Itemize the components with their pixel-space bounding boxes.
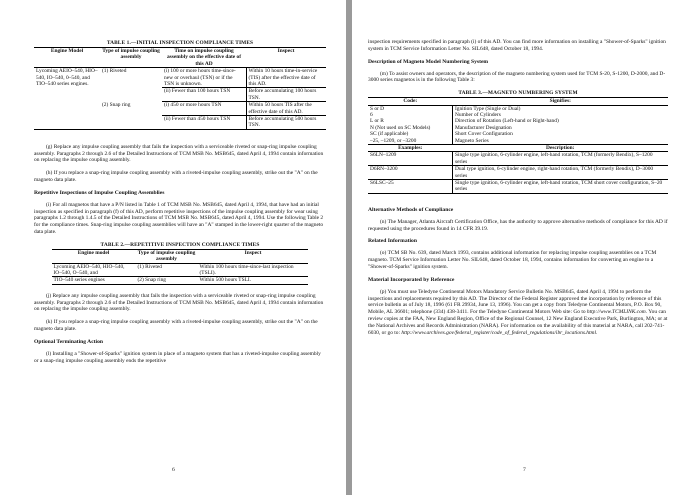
- table3-caption: TABLE 3.—MAGNETO NUMBERING SYSTEM: [458, 90, 578, 97]
- paragraph-n: (n) The Manager, Atlanta Aircraft Certification Office, has the authority to approve alternative methods of compliance for this AD if requested using the procedures found in 14 CFR 39.19.: [368, 218, 668, 232]
- table2-type: (2) Snap ring: [137, 277, 166, 284]
- table3-code: L or R: [368, 118, 453, 124]
- table-row: [368, 180, 668, 194]
- heading-alternative-methods: Alternative Methods of Compliance: [368, 206, 454, 213]
- table3-meaning: Ignition Type (Single or Dual): [455, 105, 521, 112]
- table3-example-code: D6RN–3200: [368, 166, 453, 180]
- paragraph-i: (i) For all magnetos that have a P/N listed in Table 1 of TCM MSB No. MSB645, dated April 4, 1994, that have had an initial inspection as specified in paragraph (f) of this AD, perform repetitive inspections of the impulse coupling assembly for wear using paragraphs 1.2 through 1.4.5 of the Detailed Instructions of TCM MSB No. MSB645, dated April 4, 1994. Use the following Table 2 for the compliance times. Snap-ring impulse coupling assemblies will have an "A" stamped in the lower-right quarter of the magneto data plate.: [34, 201, 324, 236]
- table3-header-code: Code:: [368, 98, 453, 105]
- tcm-website-link[interactable]: http://www.TCMLINK.com: [586, 309, 646, 316]
- table1-inspect: Before accumulating 500 hours TSN.: [248, 116, 317, 129]
- paragraph-l: (l) Installing a "Shower-of-Sparks" ignition system in place of a magneto system that has a riveted-impulse coupling assembly or a snap-ring impulse coupling assembly ends the repetitive: [34, 350, 321, 364]
- table1-header-inspect: Inspect: [246, 48, 326, 68]
- table-row: [52, 277, 309, 284]
- table-row: [368, 166, 668, 180]
- page-number-right: 7: [523, 467, 526, 473]
- table3-meaning: Manufacturer Designation: [455, 124, 512, 131]
- table1-header-type: Type of impulse coupling assembly: [100, 48, 162, 68]
- table3-example-desc: Single type ignition, 6-cylinder engine, left-hand rotation, TCM short cover configuration, S–20 series: [455, 180, 663, 193]
- table3-example-code: S6LN–1209: [368, 152, 453, 166]
- table3-code: S or D: [368, 105, 453, 112]
- nara-website-link[interactable]: http://www.archives.gov/federal_register/code_of_federal_regulations/ibr_locations.html: [401, 329, 596, 336]
- table1: [34, 47, 326, 130]
- heading-optional-terminating-action: Optional Terminating Action: [34, 338, 104, 345]
- paragraph-p-main: (p) You must use Teledyne Continental Motors Mandatory Service Bulletin No. MSB645, dated April 4, 1994 to perform the inspections and replacements required by this AD. The Director of the Federal Register approved the incorporation by reference of this service bulletin as of July 18, 1996 (61 FR 29934, June 13, 1996). You can get a copy from Teledyne Continental Motors, P.O. Box 90, Mobile, AL 36601; telephone (334) 438-3411. For the Teledyne Continental Motors Web site: Go to: [368, 288, 662, 316]
- paragraph-continued: inspection requirements specified in paragraph (i) of this AD. You can find more information on installing a "Shower-of-Sparks" ignition system in TCM Service Information Letter No. SIL648, dated October 18, 1994.: [368, 39, 666, 52]
- table1-time: (ii) Fewer than 100 hours TSN: [162, 88, 246, 102]
- table1-time: (i) 450 or more hours TSN: [162, 102, 246, 116]
- table2-type: (1) Riveted: [136, 263, 198, 277]
- table2-inspect: Within 100 hours time-since-last inspection (TSLI).: [198, 263, 309, 277]
- table2-model: Lycoming AEIO–540, HIO–540, IO–540, O–540, and: [52, 263, 136, 277]
- paragraph-g: (g) Replace any impulse coupling assembly that fails the inspection with a serviceable riveted or snap-ring impulse coupling assembly. Paragraphs 2 through 2.6 of the Detailed Instructions of TCM MSB No. MSB645, dated April 4, 1994 contain information on replacing the impulse coupling assembly.: [34, 143, 324, 164]
- paragraph-h: (h) If you replace a snap-ring impulse coupling assembly with a riveted-impulse coupling assembly, strike out the "A" on the magneto data plate.: [34, 170, 318, 184]
- table-row: [368, 105, 668, 112]
- table3-subheader-description: Description:: [453, 145, 669, 152]
- table3-example-code: S6LSC–25: [368, 180, 453, 194]
- paragraph-o: (o) TCM SB No. 639, dated March 1993, contains additional information for replacing impulse coupling assemblies on a TCM magneto. TCM Service Information Letter No. SIL648, dated October 18, 1994, contains information for converting an engine to a "Shower-of-Sparks" ignition system.: [368, 250, 657, 271]
- table2-inspect: Within 500 hours TSLI.: [199, 277, 252, 284]
- page-number-left: 6: [172, 467, 175, 473]
- table3-code: –25, –1209, or –3200: [368, 138, 453, 145]
- table3-example-desc: Dual type ignition, 6-cylinder engine, right-hand rotation, TCM (formerly Bendix), D–3000 series: [453, 166, 669, 180]
- table-row: [368, 138, 668, 145]
- table1-inspect: Within 10 hours time-in-service (TIS) after the effective date of this AD.: [246, 68, 326, 88]
- table2: [52, 249, 309, 285]
- paragraph-p-mid: . You can review copies at the FAA, New England Region, Office of the Regional Counsel, 12 New England Executive Park, Burlington, MA; or at the National Archives and Records Administration (NARA). For information on the availability of this material at NARA, call 202-741-6030, or go to:: [368, 309, 668, 336]
- table3-subheader-examples: Examples:: [368, 145, 453, 152]
- table3-code: 6: [368, 112, 453, 118]
- table3: [368, 97, 668, 194]
- table3-code: N (Not used on SC Models): [368, 125, 453, 131]
- right-page: [352, 0, 700, 495]
- table3-code: SC (if applicable): [368, 131, 453, 137]
- table3-meaning: Magneto Series: [455, 137, 489, 144]
- table3-meaning: Short Cover Configuration: [455, 131, 513, 138]
- paragraph-p-end: .: [595, 329, 598, 336]
- table2-header-type: Type of impulse coupling assembly: [136, 249, 198, 263]
- heading-repetitive-inspections: Repetitive Inspections of Impulse Coupling Assemblies: [34, 189, 165, 196]
- table3-meaning: Direction of Rotation (Left-hand or Right-hand): [455, 118, 559, 125]
- table2-header-inspect: Inspect: [198, 249, 309, 263]
- paragraph-m: (m) To assist owners and operators, the description of the magneto numbering system used for TCM S-20, S-1200, D-2000, and D-3000 series magnetos is in the following Table 3:: [368, 70, 666, 84]
- table1-caption: TABLE 1.—INITIAL INSPECTION COMPLIANCE TIMES: [106, 40, 254, 46]
- table1-inspect: Within 50 hours TIS after the effective date of this AD.: [246, 102, 326, 116]
- table1-time: (i) 100 or more hours time-since-new or overhaul (TSN) or if the TSN is unknown.: [162, 68, 246, 88]
- table-row: [368, 152, 668, 166]
- table1-header-time: Time on impulse coupling assembly on the effective date of this AD: [162, 48, 246, 68]
- table1-type-snapring: (2) Snap ring: [102, 101, 131, 108]
- paragraph-j: (j) Replace any impulse coupling assembly that fails the inspection with a serviceable riveted or snap-ring impulse coupling assembly. Paragraphs 2 through 2.6 of the Detailed Instructions of TCM MSB No. MSB645, dated April 4, 1994 contain information on replacing the impulse coupling assembly.: [34, 292, 324, 313]
- table2-header-model: Engine model: [52, 249, 136, 263]
- table3-example-desc: Single type ignition, 6-cylinder engine, left-hand rotation, TCM (formerly Bendix), S–1200 series: [453, 152, 669, 166]
- heading-related-information: Related Information: [368, 238, 417, 245]
- table2-model: TIO–540 series engines: [53, 277, 105, 284]
- left-page: [0, 0, 346, 495]
- table-row: [34, 68, 326, 88]
- paragraph-k: (k) If you replace a snap-ring impulse coupling assembly with a riveted-impulse coupling assembly, strike out the "A" on the magneto data plate.: [34, 319, 318, 333]
- table3-header-signifies: Signifies:: [453, 98, 669, 105]
- table-row: [52, 263, 309, 277]
- table1-type-riveted: (1) Riveted: [102, 68, 127, 75]
- heading-magneto-numbering: Description of Magneto Model Numbering System: [368, 58, 489, 65]
- heading-material-incorporated: Material Incorporated by Reference: [368, 276, 455, 283]
- table2-caption: TABLE 2.—REPETITIVE INSPECTION COMPLIANCE TIMES: [100, 241, 260, 248]
- table1-engine-model: Lycoming AEIO–540, HIO–540, IO–540, 0–540, and TIO–540 series engines.: [36, 68, 98, 88]
- paragraph-p: [368, 289, 668, 337]
- table3-meaning: Number of Cylinders: [455, 112, 501, 118]
- table1-inspect: Before accumulating 100 hours TSN.: [246, 88, 326, 102]
- table1-header-engine: Engine Model: [34, 48, 100, 68]
- table1-time: (ii) Fewer than 450 hours TSN: [162, 116, 246, 130]
